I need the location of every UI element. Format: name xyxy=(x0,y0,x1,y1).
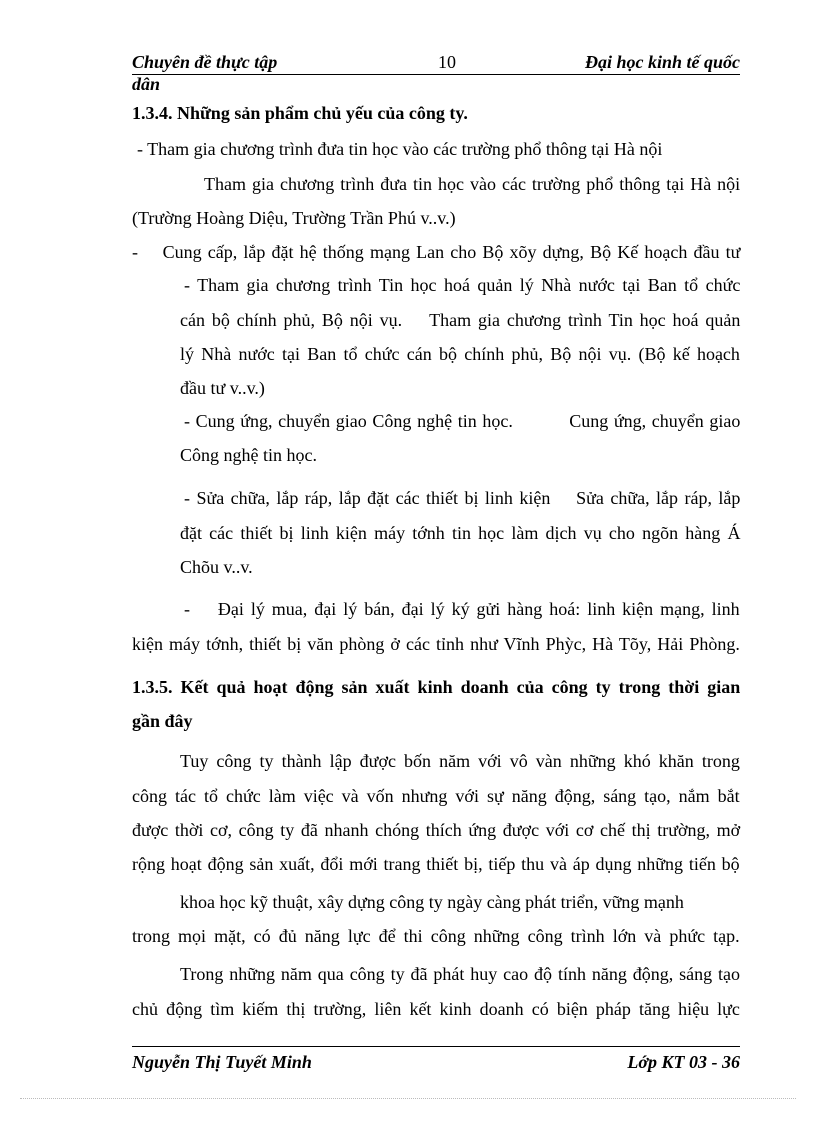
text-line: công tác tổ chức làm việc và vốn nhưng với sự năng động, sáng tạo, nắm bắt xyxy=(132,786,740,806)
text-line: Chõu v..v. xyxy=(180,557,253,577)
section-heading-1-3-5: 1.3.5. Kết quả hoạt động sản xuất kinh doanh của công ty trong thời gian xyxy=(132,677,741,697)
text-line: được thời cơ, công ty đã nhanh chóng thích ứng được với cơ chế thị trường, mở xyxy=(132,820,741,840)
header-university: Đại học kinh tế quốc xyxy=(584,52,740,72)
text-line: Tuy công ty thành lập được bốn năm với vô vàn những khó khăn trong xyxy=(180,751,740,771)
text-line: kiện máy tớnh, thiết bị văn phòng ở các tỉnh như Vĩnh Phỳc, Hà Tõy, Hải Phòng. xyxy=(132,634,740,654)
page-header xyxy=(132,50,740,98)
header-page-number: 10 xyxy=(438,52,456,72)
section-heading-1-3-4: 1.3.4. Những sản phẩm chủ yếu của công ty. xyxy=(132,103,468,123)
text-line: - Cung ứng, chuyển giao Công nghệ tin học. Cung ứng, chuyển giao xyxy=(184,411,741,431)
header-university-continued: dân xyxy=(132,74,161,94)
text-line: lý Nhà nước tại Ban tổ chức cán bộ chính phủ, Bộ nội vụ. (Bộ kế hoạch xyxy=(180,344,740,364)
text-line: rộng hoạt động sản xuất, đổi mới trang thiết bị, tiếp thu và áp dụng những tiến bộ xyxy=(132,854,740,874)
page-bottom-edge xyxy=(20,1098,796,1099)
text-line: đầu tư v..v.) xyxy=(180,378,265,398)
footer-rule xyxy=(132,1046,740,1047)
text-line: - Tham gia chương trình đưa tin học vào các trường phổ thông tại Hà nội xyxy=(137,139,663,159)
text-line: Tham gia chương trình đưa tin học vào các trường phổ thông tại Hà nội xyxy=(204,174,741,194)
text-line: đặt các thiết bị linh kiện máy tớnh tin học làm dịch vụ cho ngõn hàng Á xyxy=(180,523,741,543)
text-line: (Trường Hoàng Diệu, Trường Trần Phú v..v.) xyxy=(132,208,456,228)
text-line: Trong những năm qua công ty đã phát huy cao độ tính năng động, sáng tạo xyxy=(180,964,741,984)
section-heading-1-3-5-continued: gần đây xyxy=(132,711,193,731)
header-rule xyxy=(132,74,740,75)
text-line: chủ động tìm kiếm thị trường, liên kết kinh doanh có biện pháp tăng hiệu lực xyxy=(132,999,740,1019)
text-line: cán bộ chính phủ, Bộ nội vụ. Tham gia chương trình Tin học hoá quản xyxy=(180,310,741,330)
text-line: Công nghệ tin học. xyxy=(180,445,317,465)
text-line: trong mọi mặt, có đủ năng lực để thi công những công trình lớn và phức tạp. xyxy=(132,926,740,946)
header-document-type: Chuyên đề thực tập xyxy=(132,52,278,72)
footer-author: Nguyễn Thị Tuyết Minh xyxy=(132,1052,312,1072)
footer-class: Lớp KT 03 - 36 xyxy=(627,1052,740,1072)
text-line: - Đại lý mua, đại lý bán, đại lý ký gửi hàng hoá: linh kiện mạng, linh xyxy=(184,599,740,619)
text-line: - Tham gia chương trình Tin học hoá quản lý Nhà nước tại Ban tổ chức xyxy=(184,275,741,295)
text-line: khoa học kỹ thuật, xây dựng công ty ngày càng phát triển, vững mạnh xyxy=(180,892,684,912)
text-line: - Sửa chữa, lắp ráp, lắp đặt các thiết bị linh kiện Sửa chữa, lắp ráp, lắp xyxy=(184,488,741,508)
text-line: - Cung cấp, lắp đặt hệ thống mạng Lan cho Bộ xõy dựng, Bộ Kế hoạch đầu tư xyxy=(132,242,741,262)
